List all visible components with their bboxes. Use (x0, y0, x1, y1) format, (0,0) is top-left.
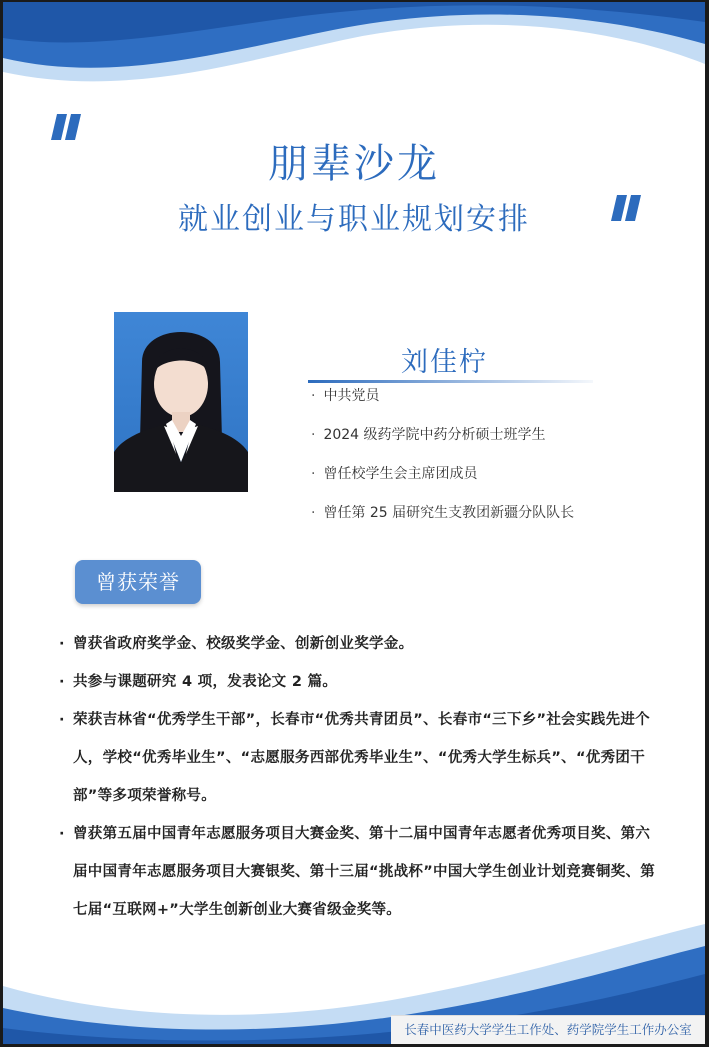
bio-item: · 曾任第 25 届研究生支教团新疆分队队长 (311, 505, 575, 521)
honor-item: · 曾获第五届中国青年志愿服务项目大赛金奖、第十二届中国青年志愿者优秀项目奖、第六届中国青年志愿服务项目大赛银奖、第十三届“挑战杯”中国大学生创业计划竞赛铜奖、第七届“互联网+”大学生创新创业大赛省级金奖等。 (59, 826, 656, 918)
name-underline (308, 380, 593, 383)
profile-name: 刘佳柠 (401, 347, 488, 378)
bio-item: · 2024 级药学院中药分析硕士班学生 (311, 427, 546, 443)
profile-bio-list (311, 386, 574, 542)
bio-item: · 中共党员 (311, 388, 380, 404)
honor-item: · 共参与课题研究 4 项，发表论文 2 篇。 (59, 674, 338, 690)
honor-item: · 荣获吉林省“优秀学生干部”，长春市“优秀共青团员”、长春市“三下乡”社会实践先进个人，学校“优秀毕业生”、“志愿服务西部优秀毕业生”、“优秀大学生标兵”、“优秀团干部”等多项荣誉称号。 (59, 712, 650, 804)
honors-list (59, 625, 659, 929)
honors-section-label: 曾获荣誉 (75, 560, 201, 604)
footer-organization: 长春中医药大学学生工作处、药学院学生工作办公室 (391, 1015, 705, 1044)
honor-item: · 曾获省政府奖学金、校级奖学金、创新创业奖学金。 (59, 636, 414, 652)
top-wave-decoration (3, 2, 705, 112)
poster-subtitle: 就业创业与职业规划安排 (178, 202, 530, 237)
poster (3, 2, 705, 1044)
bio-item: · 曾任校学生会主席团成员 (311, 466, 478, 482)
portrait-illustration (114, 312, 248, 492)
profile-photo (114, 312, 248, 492)
poster-title: 朋辈沙龙 (268, 141, 440, 187)
